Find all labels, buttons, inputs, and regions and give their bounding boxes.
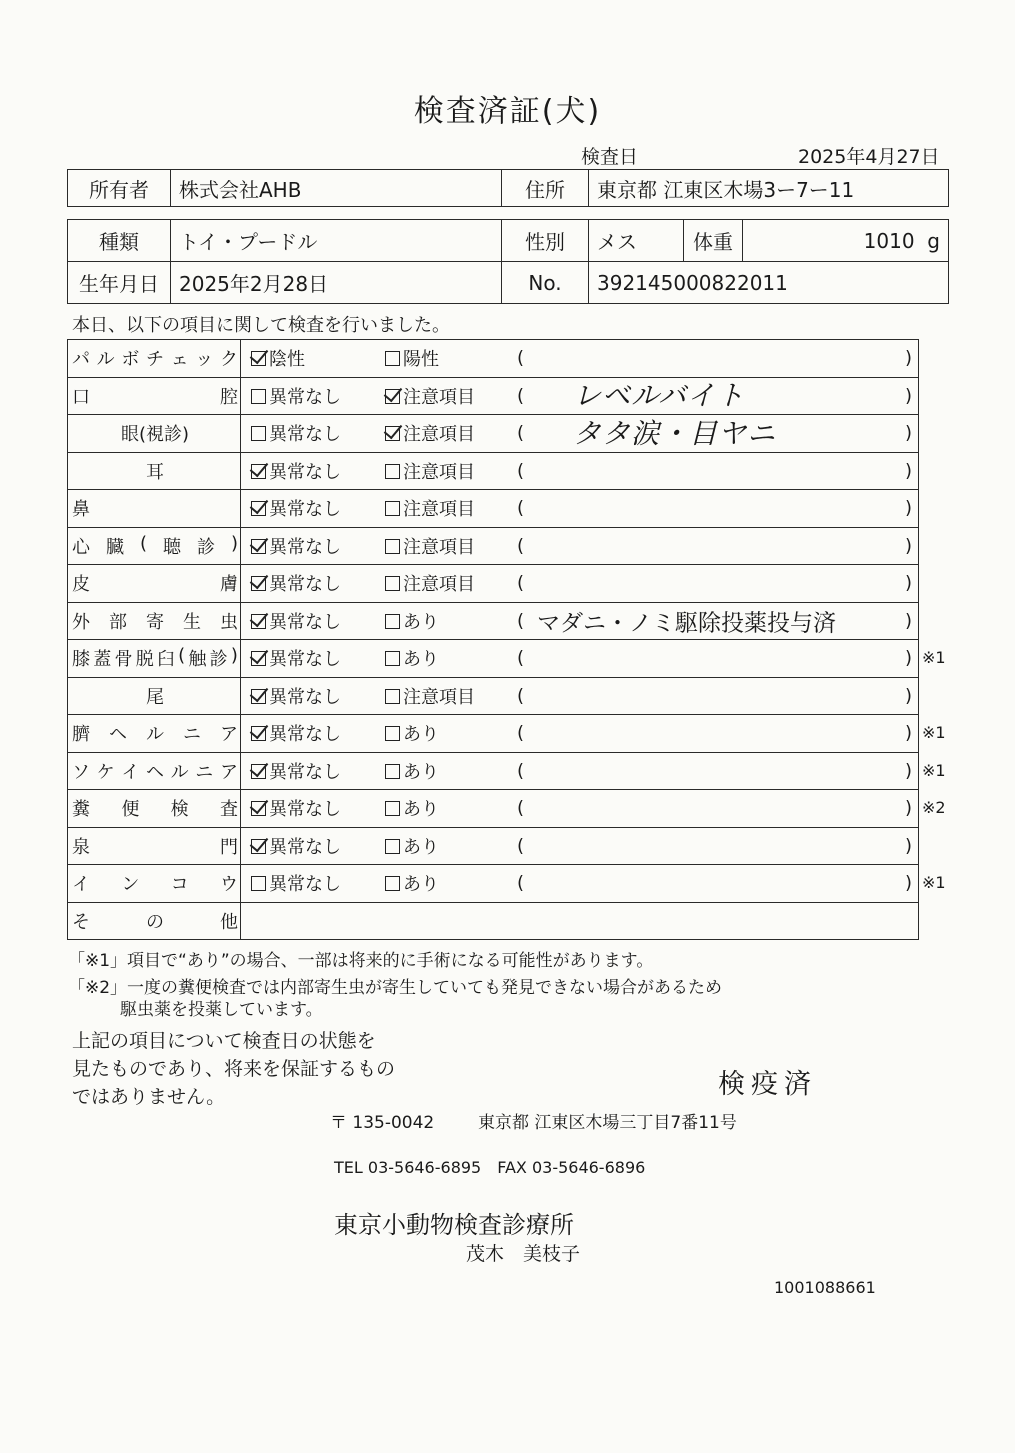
check-option-label: あり [403, 836, 439, 858]
check-option-label: あり [403, 724, 439, 746]
check-item-label: 尾 [146, 686, 164, 708]
quarantine-stamp: 検疫済 [718, 1069, 817, 1100]
paren-close: ) [904, 347, 912, 369]
check-item-label: 心 臓 ( 聴 診 ) [72, 532, 238, 558]
check-option-label: あり [403, 799, 439, 821]
check-option-2 [385, 570, 475, 596]
check-row [68, 715, 919, 753]
checked-box-icon[interactable] [385, 389, 400, 404]
check-option-label: 異常なし [269, 424, 341, 446]
check-option-label: 異常なし [269, 761, 341, 783]
paren-open: ( [517, 385, 525, 407]
check-option-label: 異常なし [269, 536, 341, 558]
check-option-label: 異常なし [269, 461, 341, 483]
check-row [68, 377, 919, 415]
paren-close: ) [904, 610, 912, 632]
sex-value: メス [589, 220, 684, 262]
paren-open: ( [517, 572, 525, 594]
sex-label: 性別 [502, 220, 589, 262]
clinic-address: 東京都 江東区木場三丁目7番11号 [478, 1113, 737, 1133]
paren-close: ) [904, 572, 912, 594]
number-value: 392145000822011 [589, 262, 949, 304]
check-row [68, 340, 919, 378]
check-option-1 [251, 383, 341, 409]
paren-open: ( [517, 872, 525, 894]
address-label: 住所 [502, 170, 589, 207]
check-option-2 [385, 533, 475, 559]
checked-box-icon[interactable] [251, 464, 266, 479]
check-option-1 [251, 570, 341, 596]
other-item [68, 902, 241, 940]
check-item [68, 790, 241, 828]
checkbox-icon[interactable] [385, 614, 400, 629]
check-option-label: あり [403, 611, 439, 633]
check-body [241, 452, 919, 490]
check-item [68, 415, 241, 453]
check-item [68, 752, 241, 790]
check-option-2 [385, 645, 439, 671]
check-option-2 [385, 345, 439, 371]
birth-value: 2025年2月28日 [171, 262, 502, 304]
check-row [68, 865, 919, 903]
footnote-mark: ※1 [922, 873, 946, 893]
check-option-label: 異常なし [269, 611, 341, 633]
check-option-1 [251, 533, 341, 559]
check-row [68, 677, 919, 715]
disclaimer-line-2: 見たものであり、将来を保証するもの [72, 1058, 396, 1080]
check-option-label: 異常なし [269, 836, 341, 858]
check-option-1 [251, 758, 341, 784]
checked-box-icon[interactable] [251, 764, 266, 779]
checked-box-icon[interactable] [251, 501, 266, 516]
check-item [68, 677, 241, 715]
check-body [241, 752, 919, 790]
check-option-1 [251, 870, 341, 896]
checkbox-icon[interactable] [385, 689, 400, 704]
check-row [68, 415, 919, 453]
paren-close: ) [904, 797, 912, 819]
check-option-label: 陰性 [269, 349, 305, 371]
check-item [68, 527, 241, 565]
paren-open: ( [517, 797, 525, 819]
check-body [241, 715, 919, 753]
check-note: マダニ・ノミ駆除投薬投与済 [537, 610, 836, 637]
checkbox-icon[interactable] [385, 839, 400, 854]
postal-code: 〒 135-0042 [330, 1113, 435, 1133]
check-option-1 [251, 795, 341, 821]
disclaimer-line-1: 上記の項目について検査日の状態を [72, 1030, 376, 1052]
serial-number: 1001088661 [774, 1278, 876, 1297]
check-option-2 [385, 495, 475, 521]
check-option-2 [385, 683, 475, 709]
checkbox-icon[interactable] [385, 464, 400, 479]
check-body [241, 677, 919, 715]
checkbox-icon[interactable] [385, 651, 400, 666]
checkbox-icon[interactable] [385, 351, 400, 366]
paren-close: ) [904, 385, 912, 407]
check-item-label: パ ル ボ チ ェ ッ ク [72, 349, 238, 371]
paren-close: ) [904, 497, 912, 519]
checkbox-icon[interactable] [251, 876, 266, 891]
check-option-label: 異常なし [269, 724, 341, 746]
paren-open: ( [517, 460, 525, 482]
check-option-label: 異常なし [269, 874, 341, 896]
check-option-2 [385, 758, 439, 784]
owner-value: 株式会社AHB [171, 170, 502, 207]
exam-date-label: 検査日 [581, 146, 639, 168]
check-option-label: あり [403, 874, 439, 896]
document-title: 検査済証(犬) [413, 94, 602, 129]
checked-box-icon[interactable] [251, 689, 266, 704]
paren-close: ) [904, 422, 912, 444]
check-row [68, 640, 919, 678]
check-body [241, 377, 919, 415]
check-note: レベルバイト [573, 379, 746, 413]
check-option-1 [251, 345, 305, 371]
check-body [241, 340, 919, 378]
checkbox-icon[interactable] [251, 389, 266, 404]
paren-open: ( [517, 760, 525, 782]
check-option-label: 異常なし [269, 499, 341, 521]
check-item-label: 糞 便 検 査 [72, 799, 238, 821]
footnote-2-line-2: 駆虫薬を投薬しています。 [120, 1000, 323, 1020]
pet-table [67, 219, 949, 304]
clinic-phone: TEL 03-5646-6895 FAX 03-5646-6896 [334, 1158, 646, 1177]
footnote-mark: ※2 [922, 798, 946, 818]
paren-close: ) [904, 722, 912, 744]
checked-box-icon[interactable] [251, 726, 266, 741]
check-option-1 [251, 420, 341, 446]
check-item [68, 602, 241, 640]
footnote-1: 「※1」項目で“あり”の場合、一部は将来的に手術になる可能性があります。 [68, 951, 654, 971]
check-option-2 [385, 833, 439, 859]
check-item-label: ソ ケ イ ヘ ル ニ ア [72, 761, 238, 783]
check-body [241, 565, 919, 603]
check-body [241, 602, 919, 640]
check-item-label: 膝 蓋 骨 脱 臼 ( 触 診 ) [72, 645, 238, 671]
check-option-label: 異常なし [269, 649, 341, 671]
check-note: タタ涙・目ヤニ [573, 416, 777, 450]
check-option-1 [251, 720, 341, 746]
exam-date-value: 2025年4月27日 [798, 146, 940, 168]
weight-unit: g [927, 228, 940, 253]
check-option-label: 注意項目 [403, 686, 475, 708]
check-row [68, 527, 919, 565]
other-body [241, 902, 919, 940]
check-body [241, 865, 919, 903]
checked-box-icon[interactable] [251, 651, 266, 666]
paren-open: ( [517, 835, 525, 857]
check-item-label: 耳 [146, 461, 164, 483]
check-option-1 [251, 645, 341, 671]
checks-table [67, 339, 919, 940]
check-body [241, 527, 919, 565]
check-option-label: あり [403, 761, 439, 783]
other-item-label: そ の 他 [72, 911, 238, 933]
check-item [68, 377, 241, 415]
checked-box-icon[interactable] [251, 576, 266, 591]
breed-label: 種類 [68, 220, 171, 262]
intro-text: 本日、以下の項目に関して検査を行いました。 [72, 315, 450, 336]
check-option-label: あり [403, 649, 439, 671]
paren-close: ) [904, 835, 912, 857]
paren-open: ( [517, 422, 525, 444]
check-row [68, 827, 919, 865]
checked-box-icon[interactable] [251, 539, 266, 554]
weight-label: 体重 [684, 220, 743, 262]
check-item [68, 340, 241, 378]
paren-close: ) [904, 647, 912, 669]
check-option-label: 注意項目 [403, 574, 475, 596]
number-label: No. [502, 262, 589, 304]
check-option-label: 注意項目 [403, 386, 475, 408]
check-option-label: 注意項目 [403, 424, 475, 446]
paren-open: ( [517, 647, 525, 669]
check-option-2 [385, 870, 439, 896]
checkbox-icon[interactable] [385, 876, 400, 891]
owner-label: 所有者 [68, 170, 171, 207]
checked-box-icon[interactable] [251, 801, 266, 816]
checked-box-icon[interactable] [251, 839, 266, 854]
check-option-1 [251, 683, 341, 709]
check-option-2 [385, 795, 439, 821]
check-item-label: 泉 門 [72, 836, 238, 858]
check-item-label: 皮 膚 [72, 574, 238, 596]
check-row [68, 602, 919, 640]
paren-open: ( [517, 610, 525, 632]
check-row [68, 490, 919, 528]
checkbox-icon[interactable] [385, 764, 400, 779]
check-option-2 [385, 608, 439, 634]
check-body [241, 827, 919, 865]
check-body [241, 415, 919, 453]
paren-close: ) [904, 535, 912, 557]
check-option-label: 注意項目 [403, 461, 475, 483]
check-body [241, 490, 919, 528]
paren-close: ) [904, 460, 912, 482]
checkbox-icon[interactable] [385, 539, 400, 554]
checked-box-icon[interactable] [251, 614, 266, 629]
paren-open: ( [517, 347, 525, 369]
check-option-1 [251, 833, 341, 859]
check-item-label: 鼻 [72, 499, 90, 521]
check-option-label: 注意項目 [403, 536, 475, 558]
checkbox-icon[interactable] [251, 426, 266, 441]
footnote-mark: ※1 [922, 648, 946, 668]
check-item [68, 715, 241, 753]
check-option-label: 注意項目 [403, 499, 475, 521]
check-item-label: 外 部 寄 生 虫 [72, 611, 238, 633]
paren-open: ( [517, 722, 525, 744]
paren-close: ) [904, 872, 912, 894]
paren-close: ) [904, 760, 912, 782]
birth-label: 生年月日 [68, 262, 171, 304]
doctor-name: 茂木 美枝子 [466, 1243, 581, 1265]
checkbox-icon[interactable] [385, 726, 400, 741]
checkbox-icon[interactable] [385, 501, 400, 516]
checked-box-icon[interactable] [251, 351, 266, 366]
footnote-2-line-1: 「※2」一度の糞便検査では内部寄生虫が寄生していても発見できない場合があるため [68, 978, 723, 998]
check-option-1 [251, 458, 341, 484]
check-option-1 [251, 495, 341, 521]
check-option-label: 陽性 [403, 349, 439, 371]
paren-open: ( [517, 535, 525, 557]
owner-table [67, 169, 949, 207]
checked-box-icon[interactable] [385, 426, 400, 441]
check-option-2 [385, 720, 439, 746]
paren-open: ( [517, 685, 525, 707]
check-item [68, 490, 241, 528]
check-row [68, 790, 919, 828]
footnote-mark: ※1 [922, 760, 946, 780]
check-option-1 [251, 608, 341, 634]
check-item-label: 臍 ヘ ル ニ ア [72, 724, 238, 746]
check-item-label: イ ン コ ウ [72, 874, 238, 896]
check-item-label: 口 腔 [72, 386, 238, 408]
paren-close: ) [904, 685, 912, 707]
check-row [68, 452, 919, 490]
check-body [241, 790, 919, 828]
disclaimer-line-3: ではありません。 [72, 1086, 226, 1108]
address-value: 東京都 江東区木場3ー7ー11 [589, 170, 949, 207]
check-option-label: 異常なし [269, 574, 341, 596]
check-option-2 [385, 458, 475, 484]
weight-cell [743, 220, 949, 262]
footnote-mark: ※1 [922, 723, 946, 743]
clinic-name: 東京小動物検査診療所 [334, 1211, 574, 1239]
check-option-label: 異常なし [269, 799, 341, 821]
check-item-label: 眼(視診) [120, 424, 190, 446]
check-item [68, 827, 241, 865]
check-item [68, 865, 241, 903]
check-item [68, 640, 241, 678]
check-body [241, 640, 919, 678]
checkbox-icon[interactable] [385, 801, 400, 816]
checkbox-icon[interactable] [385, 576, 400, 591]
check-option-2 [385, 420, 475, 446]
check-item [68, 565, 241, 603]
check-row [68, 565, 919, 603]
check-option-label: 異常なし [269, 686, 341, 708]
check-item [68, 452, 241, 490]
weight-value: 1010 [863, 228, 915, 253]
breed-value: トイ・プードル [171, 220, 502, 262]
check-option-2 [385, 383, 475, 409]
check-option-label: 異常なし [269, 386, 341, 408]
paren-open: ( [517, 497, 525, 519]
check-row [68, 752, 919, 790]
